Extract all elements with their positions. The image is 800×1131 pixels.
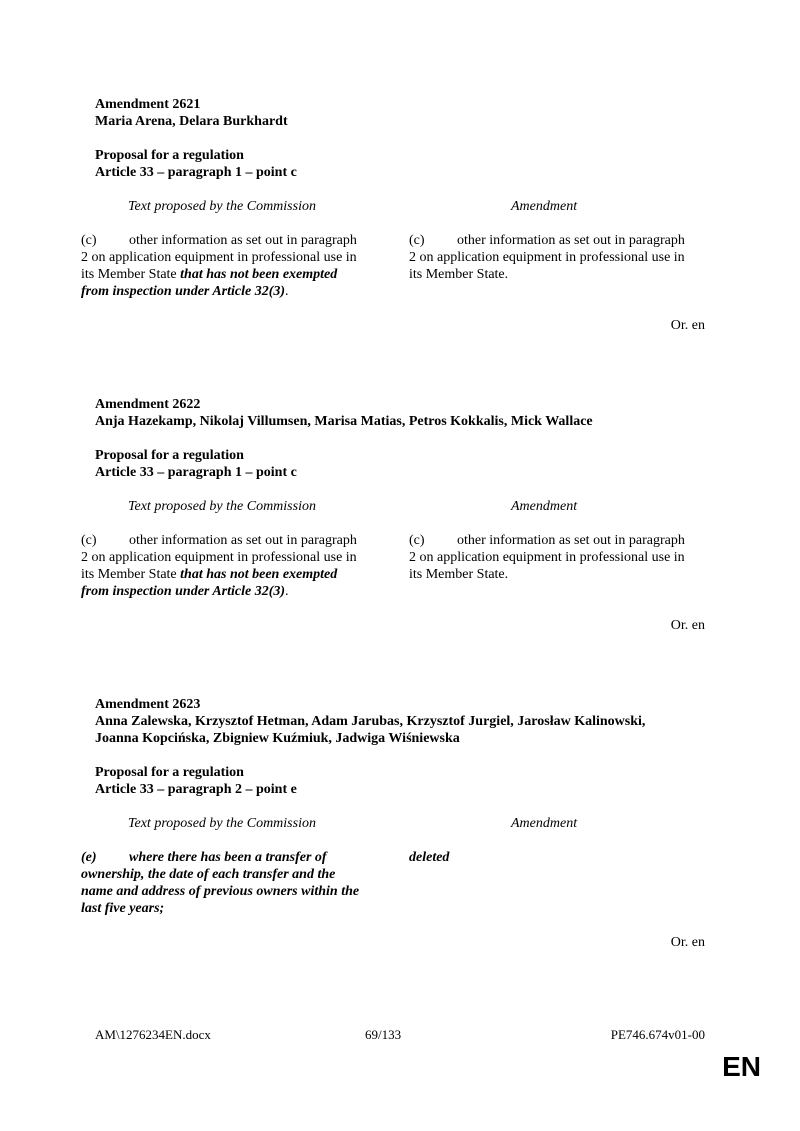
original-language: Or. en — [670, 618, 705, 633]
commission-text-plain: other information as set out in paragraph 2 on application equipment in professional use in its Member State — [81, 233, 357, 282]
commission-text-plain: other information as set out in paragraph 2 on application equipment in professional use in its Member State — [81, 533, 357, 582]
amendment-column — [409, 498, 689, 600]
commission-text — [81, 849, 361, 917]
amendment-number: Amendment 2621 — [95, 97, 201, 112]
commission-text-deleted: that has not been exempted from inspection under Article 32(3) — [81, 567, 338, 599]
amendment-authors: Maria Arena, Delara Burkhardt — [95, 114, 288, 129]
text-end: . — [285, 284, 289, 299]
amendment-2623 — [81, 696, 710, 951]
original-language: Or. en — [670, 318, 705, 333]
original-language: Or. en — [670, 935, 705, 950]
amendment-text-plain: other information as set out in paragraph 2 on application equipment in professional use in its Member State. — [409, 233, 685, 282]
comparison-table — [81, 498, 710, 600]
comparison-table — [81, 198, 710, 300]
article-ref: Article 33 – paragraph 1 – point c — [95, 165, 297, 180]
point-label: (c) — [81, 533, 97, 548]
commission-text-column — [81, 815, 361, 917]
amendment-text — [409, 532, 689, 583]
amendment-text-deleted: deleted — [409, 850, 450, 865]
commission-heading: Text proposed by the Commission — [128, 816, 316, 831]
proposal-title: Proposal for a regulation — [95, 148, 244, 163]
commission-text — [81, 232, 361, 300]
document-filename: AM\1276234EN.docx — [95, 1027, 211, 1042]
amendment-column — [409, 815, 689, 917]
page-number: 69/133 — [365, 1027, 402, 1042]
amendment-2621 — [81, 96, 710, 334]
point-label: (c) — [409, 233, 425, 248]
amendment-authors: Anja Hazekamp, Nikolaj Villumsen, Marisa Matias, Petros Kokkalis, Mick Wallace — [95, 414, 593, 429]
amendment-heading: Amendment — [511, 499, 578, 514]
amendment-2622 — [81, 396, 710, 634]
document-reference: PE746.674v01-00 — [610, 1027, 705, 1042]
amendment-heading: Amendment — [511, 199, 578, 214]
amendment-column — [409, 198, 689, 300]
commission-heading: Text proposed by the Commission — [128, 199, 316, 214]
amendment-number: Amendment 2623 — [95, 697, 201, 712]
commission-heading: Text proposed by the Commission — [128, 499, 316, 514]
point-label: (c) — [81, 233, 97, 248]
amendment-number: Amendment 2622 — [95, 397, 201, 412]
commission-text-column — [81, 498, 361, 600]
amendment-heading: Amendment — [511, 816, 578, 831]
commission-text — [81, 532, 361, 600]
amendment-authors: Anna Zalewska, Krzysztof Hetman, Adam Jarubas, Krzysztof Jurgiel, Jarosław Kalinowski, Joanna Kopcińska, Zbigniew Kuźmiuk, Jadwiga Wiśniewska — [95, 714, 646, 746]
proposal-title: Proposal for a regulation — [95, 448, 244, 463]
commission-text-deleted: where there has been a transfer of ownership, the date of each transfer and the name and address of previous owners within the last five years; — [81, 850, 360, 916]
commission-text-deleted: that has not been exempted from inspection under Article 32(3) — [81, 267, 338, 299]
amendment-text — [409, 232, 689, 283]
amendment-text-plain: other information as set out in paragraph 2 on application equipment in professional use in its Member State. — [409, 533, 685, 582]
comparison-table — [81, 815, 710, 917]
article-ref: Article 33 – paragraph 2 – point e — [95, 782, 297, 797]
text-end: . — [285, 584, 289, 599]
point-label: (c) — [409, 533, 425, 548]
article-ref: Article 33 – paragraph 1 – point c — [95, 465, 297, 480]
proposal-title: Proposal for a regulation — [95, 765, 244, 780]
commission-text-column — [81, 198, 361, 300]
point-label: (e) — [81, 850, 97, 865]
language-badge: EN — [722, 1051, 761, 1082]
